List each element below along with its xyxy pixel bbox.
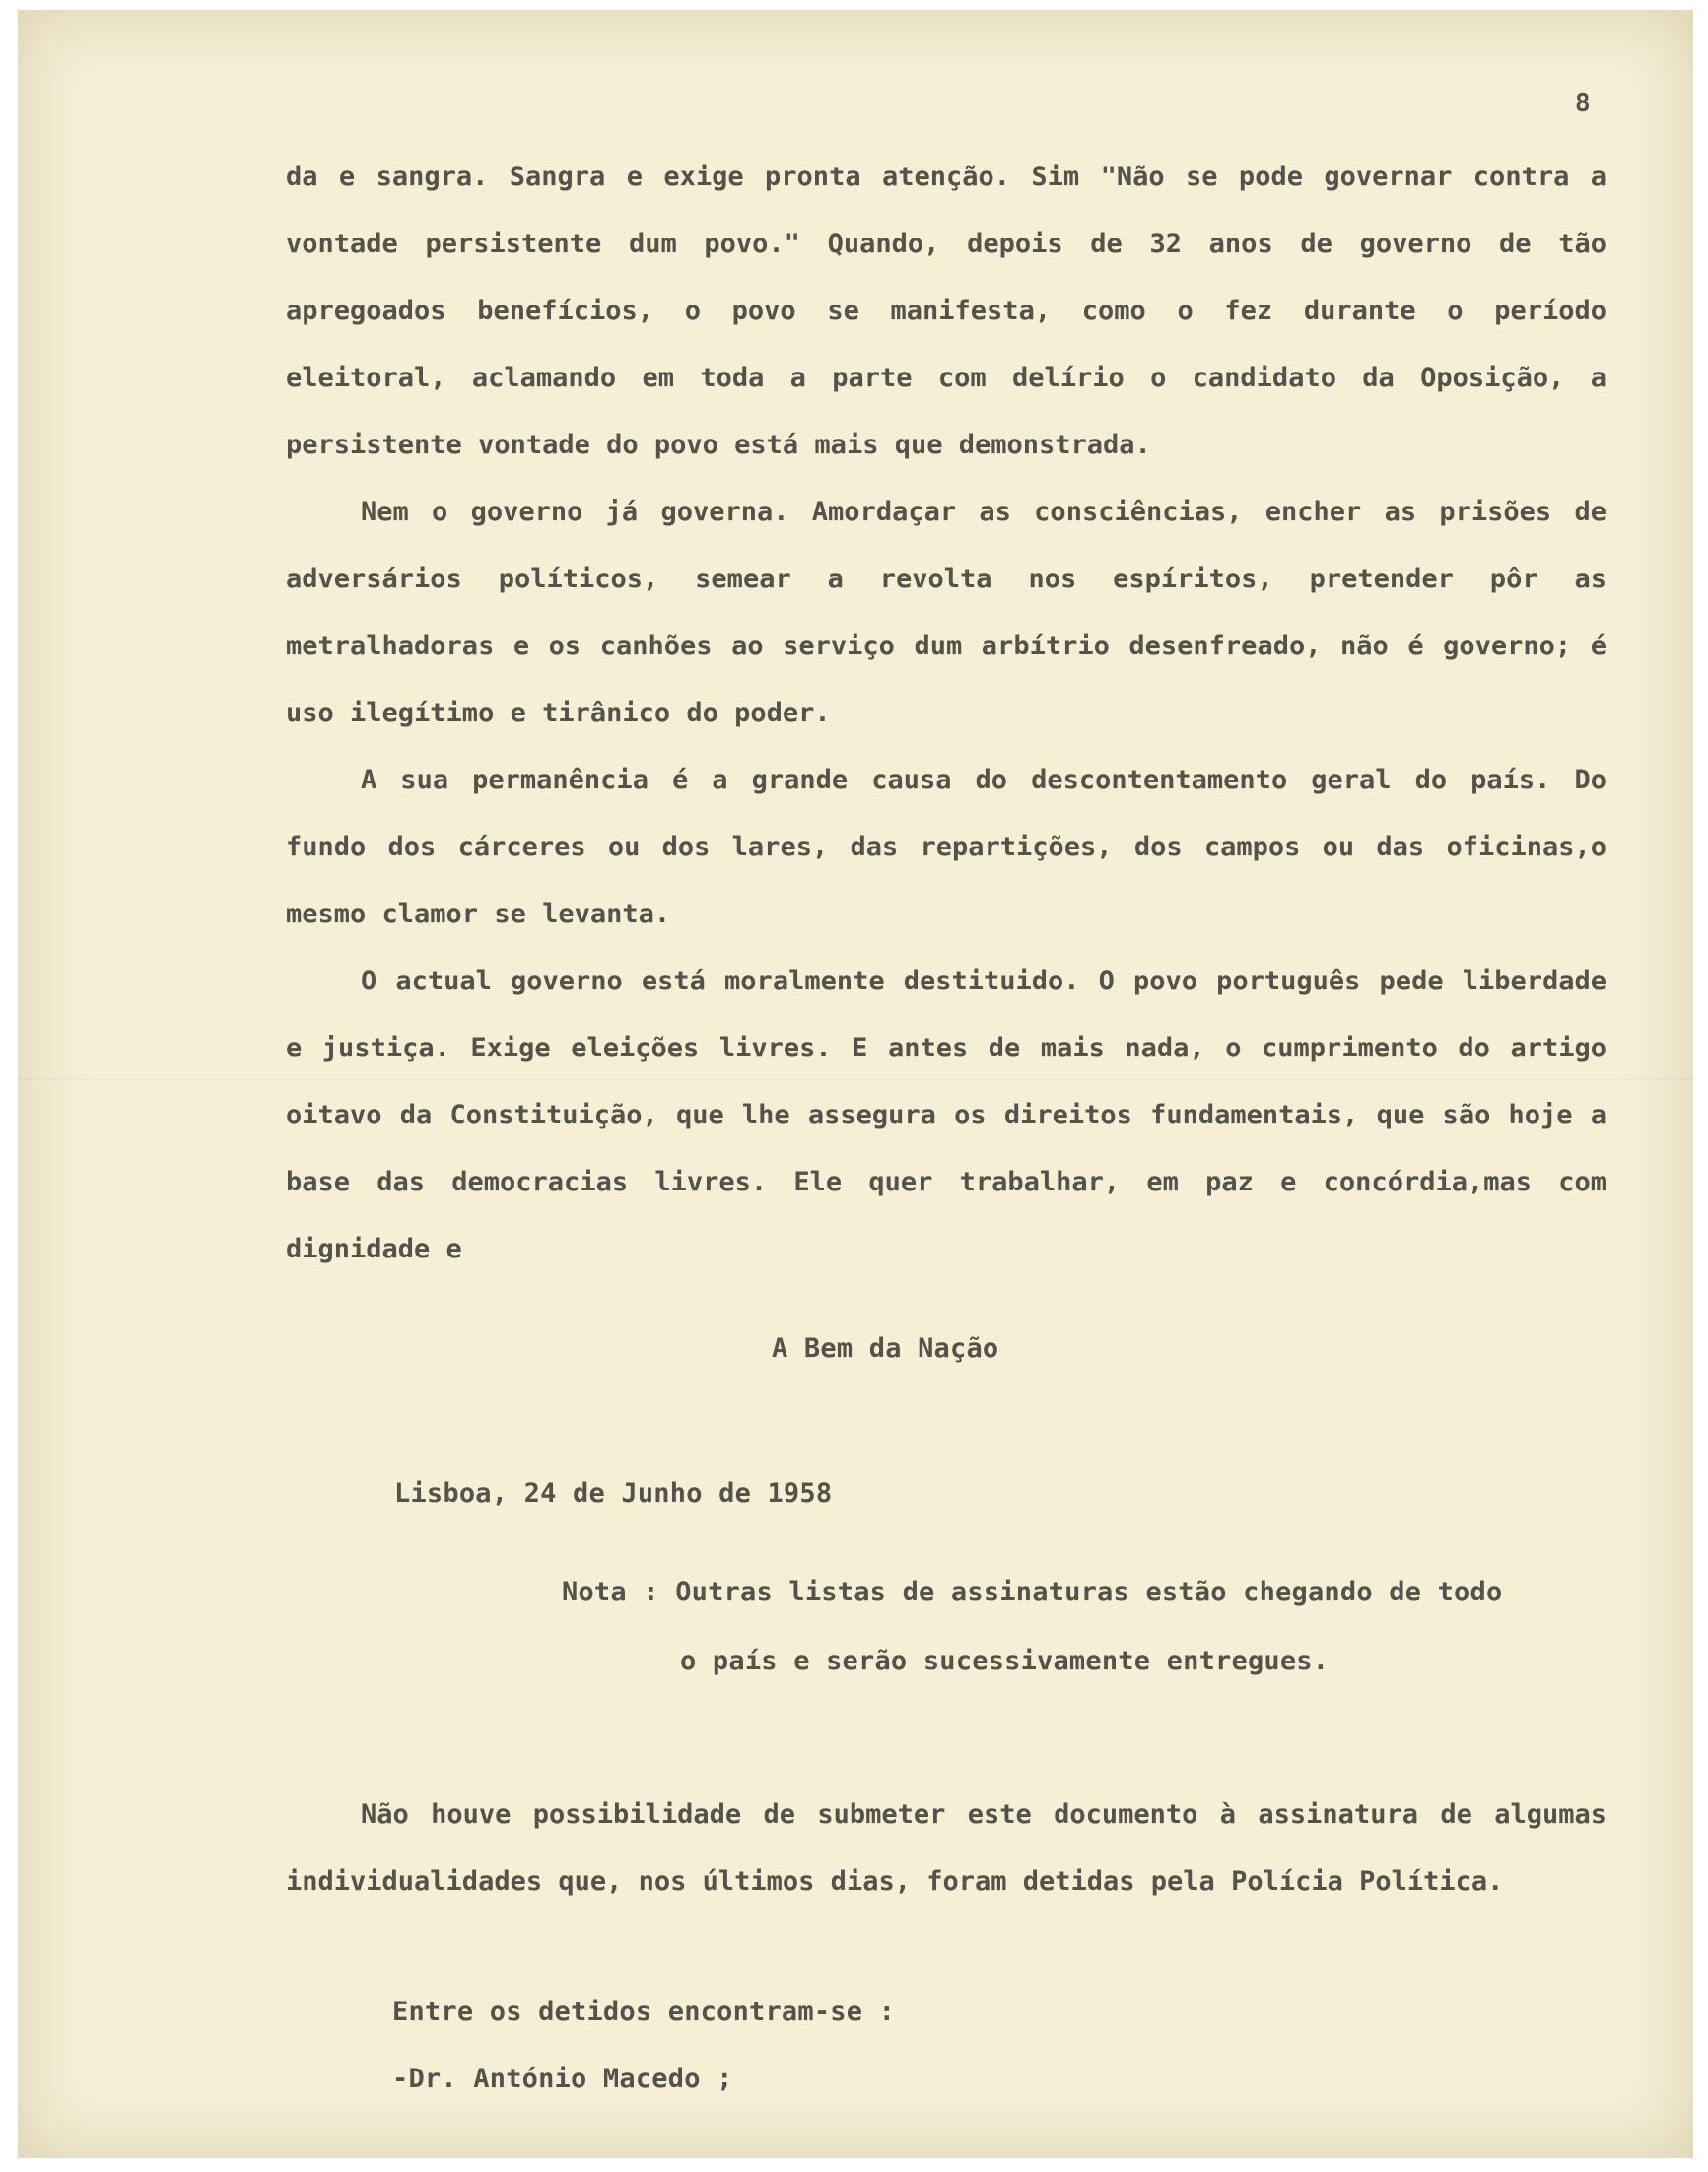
paragraph-4: O actual governo está moralmente destituido. O povo português pede liberdade e justiça. Exige eleições livres. E antes de mais nada, o cumprimento do artigo oitavo da Constituição, que lhe assegura os direitos fundamentais, que são hoje a base das democracias livres. Ele quer trabalhar, em paz e concórdia,mas com dignidade e xyxy=(286,966,1606,1264)
paragraph-5: Não houve possibilidade de submeter este documento à assinatura de algumas individualidades que, nos últimos dias, foram detidas pela Polícia Política. xyxy=(286,1799,1606,1897)
paragraph-3: A sua permanência é a grande causa do descontentamento geral do país. Do fundo dos cárceres ou dos lares, das repartições, dos campos ou das oficinas,o mesmo clamor se levanta. xyxy=(286,765,1606,929)
closing-salutation: A Bem da Nação xyxy=(772,1333,999,1364)
detained-intro: Entre os detidos encontram-se : xyxy=(392,1997,896,2027)
paragraph-2: Nem o governo já governa. Amordaçar as consciências, encher as prisões de adversários políticos, semear a revolta nos espíritos, pretender pôr as metralhadoras e os canhões ao serviço dum arbítrio desenfreado, não é governo; é uso ilegítimo e tirânico do poder. xyxy=(286,497,1606,728)
document-date: Lisboa, 24 de Junho de 1958 xyxy=(394,1478,833,1509)
paragraph-1: da e sangra. Sangra e exige pronta atenção. Sim "Não se pode governar contra a vontade persistente dum povo." Quando, depois de 32 anos de governo de tão apregoados benefícios, o povo se manifesta, como o fez durante o período eleitoral, aclamando em toda a parte com delírio o candidato da Oposição, a persistente vontade do povo está mais que demonstrada. xyxy=(286,162,1606,460)
document-page xyxy=(18,10,1693,2158)
detained-list-item: -Dr. António Macedo ; xyxy=(392,2064,733,2094)
note-line-1: Nota : Outras listas de assinaturas estão chegando de todo xyxy=(562,1577,1503,1607)
page-number: 8 xyxy=(1575,89,1591,118)
note-line-2: o país e serão sucessivamente entregues. xyxy=(680,1646,1330,1676)
